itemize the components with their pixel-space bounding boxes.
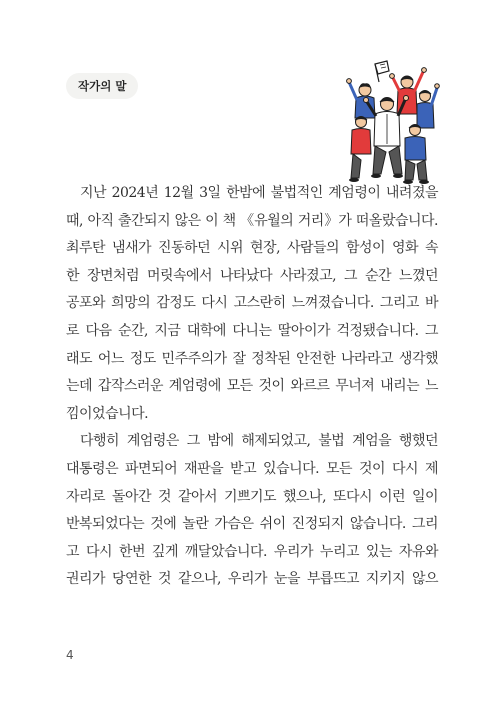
- text-line: 최루탄 냄새가 진동하던 시위 현장, 사람들의 함성이 영화 속: [66, 240, 438, 257]
- page-number: 4: [66, 648, 74, 662]
- protest-crowd-illustration: [345, 56, 440, 184]
- text-line: 대통령은 파면되어 재판을 받고 있습니다. 모든 것이 다시 제: [66, 460, 438, 477]
- text-line: 한 장면처럼 머릿속에서 나타났다 사라졌고, 그 순간 느꼈던: [66, 267, 438, 284]
- text-line: 반복되었다는 것에 놀란 가슴은 쉬이 진정되지 않습니다. 그리: [66, 516, 438, 533]
- text-line: 로 다음 순간, 지금 대학에 다니는 딸아이가 걱정됐습니다. 그: [66, 322, 438, 339]
- text-line: 는데 갑작스러운 계엄령에 모든 것이 와르르 무너져 내리는 느: [66, 378, 438, 395]
- text-line: 공포와 희망의 감정도 다시 고스란히 느껴졌습니다. 그리고 바: [66, 295, 438, 312]
- text-line: 지난 2024년 12월 3일 한밤에 불법적인 계엄령이 내려졌을: [80, 185, 438, 201]
- text-line: 때, 아직 출간되지 않은 이 책 《유월의 거리》가 떠올랐습니다.: [66, 212, 438, 229]
- text-line: 자리로 돌아간 것 같아서 기쁘기도 했으나, 또다시 이런 일이: [66, 488, 438, 505]
- text-line: 고 다시 한번 깊게 깨달았습니다. 우리가 누리고 있는 자유와: [66, 543, 438, 560]
- section-label: 작가의 말: [66, 73, 138, 99]
- text-line: 낌이었습니다.: [66, 405, 149, 422]
- paragraph-1: [66, 180, 438, 428]
- text-line: 권리가 당연한 것 같으나, 우리가 눈을 부릅뜨고 지키지 않으: [66, 571, 438, 588]
- body-text: [66, 180, 438, 594]
- text-line: 래도 어느 정도 민주주의가 잘 정착된 안전한 나라라고 생각했: [66, 350, 438, 367]
- paragraph-2: [66, 428, 438, 594]
- text-line: 다행히 계엄령은 그 밤에 해제되었고, 불법 계엄을 행했던: [80, 433, 438, 450]
